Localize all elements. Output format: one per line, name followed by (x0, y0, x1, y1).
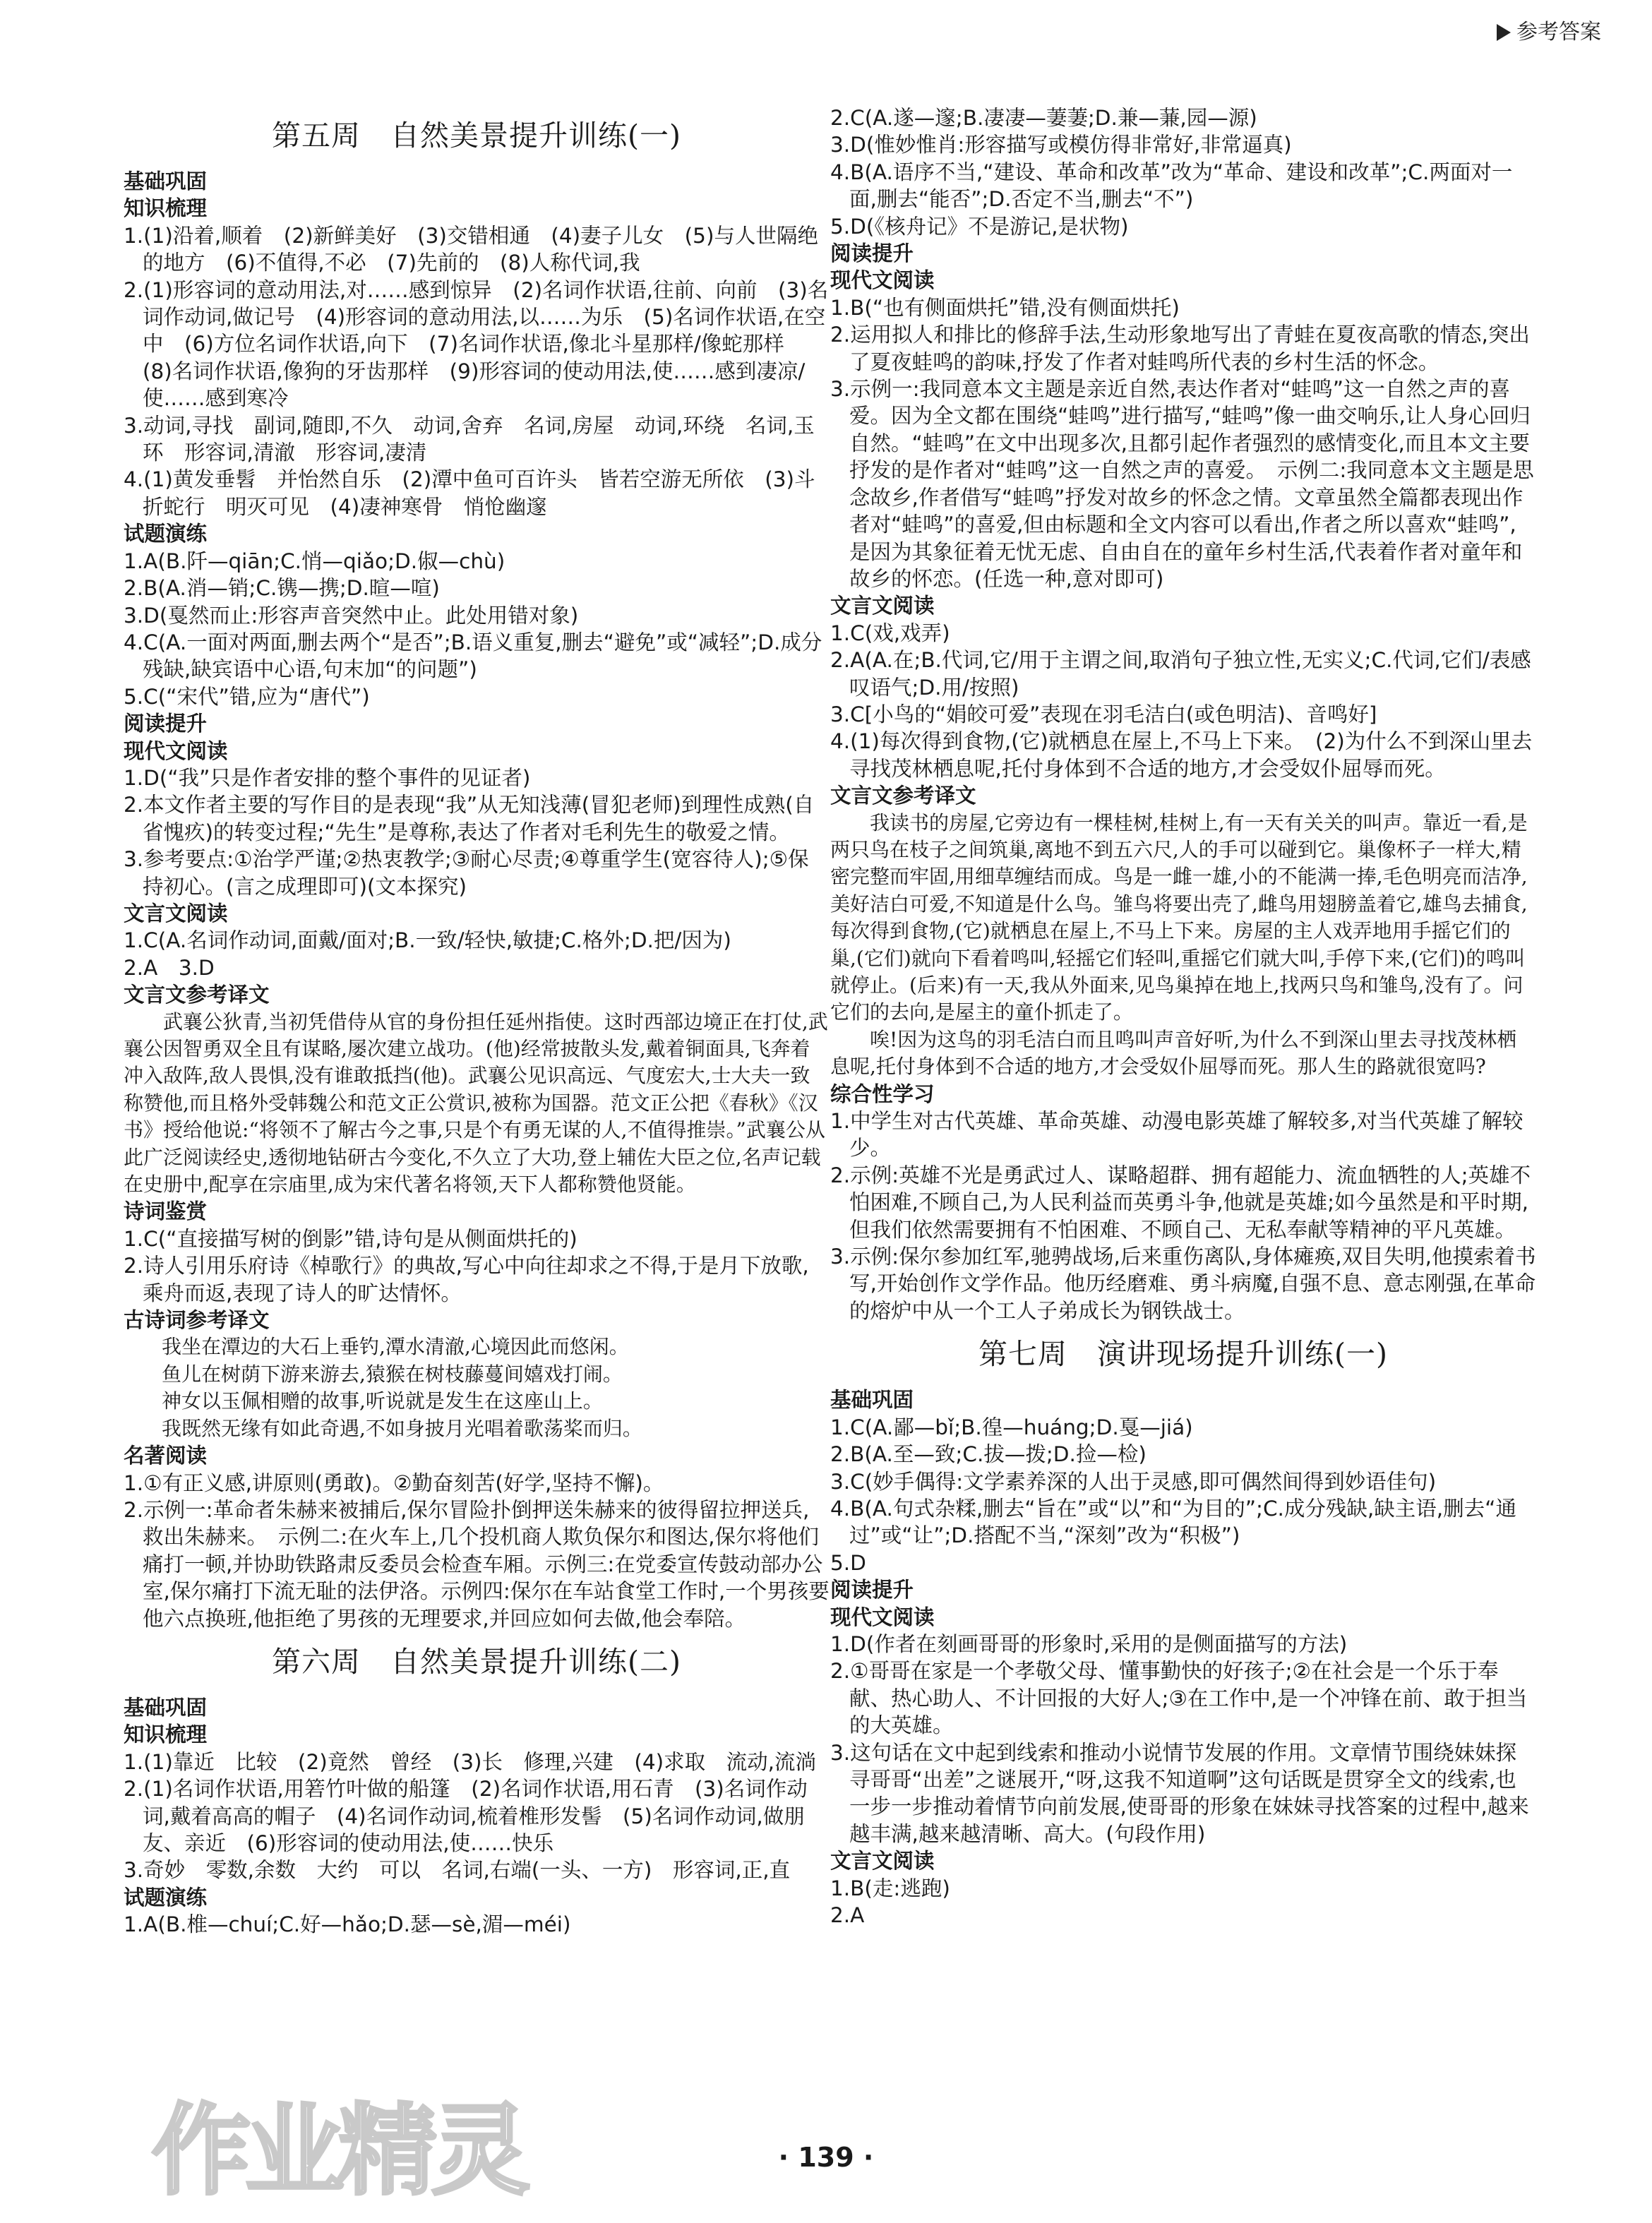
answer-item: 2.本文作者主要的写作目的是表现“我”从无知浅薄(冒犯老师)到理性成熟(自省愧疚)的转变过程;“先生”是尊称,表达了作者对毛利先生的敬爱之情。 (124, 793, 815, 844)
answer-item: 1.B(走:逃跑) (830, 1876, 950, 1900)
answer-item: 2.示例一:革命者朱赫来被捕后,保尔冒险扑倒押送朱赫来的彼得留拉押送兵,救出朱赫来。 示例二:在火车上,几个投机商人欺负保尔和图达,保尔将他们痛打一顿,并协助铁路肃反委员会检查车厢。示例三:在党委宣传鼓动部办公室,保尔痛打下流无耻的法伊洛。示例四:保尔在车站食堂工作时,一个男孩要他六点换班,他拒绝了男孩的无理要求,并回应如何去做,他会奉陪。 (124, 1497, 830, 1631)
poem-line: 我既然无缘有如此奇遇,不如身披月光唱着歌荡桨而归。 (162, 1416, 642, 1440)
header-label: 参考答案 (1516, 20, 1601, 44)
answer-item: 1.C(“直接描写树的倒影”错,诗句是从侧面烘托的) (124, 1226, 577, 1251)
subsection-heading: 文言文阅读 (124, 901, 228, 925)
answer-item: 2.示例:英雄不光是勇武过人、谋略超群、拥有超能力、流血牺牲的人;英雄不怕困难,不顾自己,为人民利益而英勇斗争,他就是英雄;如今虽然是和平时期,但我们依然需要拥有不怕困难、不顾自己、无私奉献等精神的平凡英雄。 (830, 1163, 1531, 1242)
answer-item: 2.(1)名词作状语,用箬竹叶做的船篷 (2)名词作状语,用石青 (3)名词作动词,戴着高高的帽子 (4)名词作动词,梳着椎形发髻 (5)名词作动词,做朋友、亲近 (6)形容词的使动用法,使……快乐 (124, 1777, 808, 1855)
triangle-icon (1497, 24, 1511, 41)
answer-item: 3.C[小鸟的“娟皎可爱”表现在羽毛洁白(或色明洁)、音鸣好] (830, 702, 1377, 726)
section-title: 第六周 自然美景提升训练(二) (272, 1644, 681, 1679)
answer-item: 2.A (830, 1903, 865, 1927)
answer-item: 2.C(A.遂—邃;B.凄凄—萋萋;D.兼—蒹,园—源) (830, 106, 1257, 130)
subsection-heading: 现代文阅读 (124, 738, 228, 763)
answer-item: 4.B(A.语序不当,“建设、革命和改革”改为“革命、建设和改革”;C.两面对一面,删去“能否”;D.否定不当,删去“不”) (830, 160, 1513, 212)
subsection-heading: 名著阅读 (124, 1444, 208, 1468)
subsection-heading: 文言文参考译文 (830, 784, 976, 808)
answer-item: 1.C(A.名词作动词,面戴/面对;B.一致/轻快,敏捷;C.格外;D.把/因为) (124, 928, 731, 953)
answer-item: 5.C(“宋代”错,应为“唐代”) (124, 684, 370, 709)
answer-item: 1.B(“也有侧面烘托”错,没有侧面烘托) (830, 295, 1180, 320)
answer-item: 1.A(B.阡—qiān;C.悄—qiǎo;D.俶—chù) (124, 549, 505, 573)
translation-paragraph: 我读书的房屋,它旁边有一棵桂树,桂树上,有一天有关关的叫声。靠近一看,是两只鸟在枝子之间筑巢,离地不到五六尺,人的手可以碰到它。巢像杯子一样大,精密完整而牢固,用细草缠结而成。鸟是一雌一雄,小的不能满一捧,毛色明亮而洁净,美好洁白可爱,不知道是什么鸟。雏鸟将要出壳了,雌鸟用翅膀盖着它,雄鸟去捕食,每次得到食物,(它)就栖息在屋上,不马上下来。房屋的主人戏弄地用手摇它们的巢,(它们)就向下看着鸣叫,轻摇它们轻叫,重摇它们就大叫,手停下来,(它们)的鸣叫就停止。(后来)有一天,我从外面来,见鸟巢掉在地上,找两只鸟和雏鸟,没有了。问它们的去向,是屋主的童仆抓走了。 (830, 810, 1528, 1024)
answer-item: 1.C(A.鄙—bǐ;B.徨—huáng;D.戛—jiá) (830, 1415, 1193, 1439)
subsection-heading: 现代文阅读 (830, 1605, 935, 1629)
subsection-heading: 试题演练 (124, 522, 208, 546)
answer-item: 3.D(戛然而止:形容声音突然中止。此处用错对象) (124, 603, 579, 628)
answer-item: 1.(1)靠近 比较 (2)竟然 曾经 (3)长 修理,兴建 (4)求取 流动,流淌 (124, 1749, 817, 1774)
section-heading: 基础巩固 (830, 1388, 914, 1413)
poem-line: 神女以玉佩相赠的故事,听说就是发生在这座山上。 (162, 1389, 603, 1413)
subsection-heading: 文言文参考译文 (124, 983, 270, 1007)
section-heading: 阅读提升 (124, 712, 208, 736)
answer-item: 1.A(B.椎—chuí;C.好—hǎo;D.瑟—sè,湄—méi) (124, 1912, 571, 1937)
subsection-heading: 知识梳理 (124, 1722, 208, 1747)
subsection-heading: 文言文阅读 (830, 1849, 935, 1874)
answer-item: 3.示例一:我同意本文主题是亲近自然,表达作者对“蛙鸣”这一自然之声的喜爱。因为全文都在围绕“蛙鸣”进行描写,“蛙鸣”像一曲交响乐,让人身心回归自然。“蛙鸣”在文中出现多次,且都引起作者强烈的感情变化,而且本文主要抒发的是作者对“蛙鸣”这一自然之声的喜爱。 示例二:我同意本文主题是思念故乡,作者借写“蛙鸣”抒发对故乡的怀念之情。文章虽然全篇都表现出作者对“蛙鸣”的喜爱,但由标题和全文内容可以看出,作者之所以喜欢“蛙鸣”,是因为其象征着无忧无虑、自由自在的童年乡村生活,代表着作者对童年和故乡的怀恋。(任选一种,意对即可) (830, 377, 1534, 591)
subsection-heading: 试题演练 (124, 1885, 208, 1910)
answer-item: 3.D(惟妙惟肖:形容描写或模仿得非常好,非常逼真) (830, 133, 1292, 157)
svg-text:作业精灵: 作业精灵 (152, 2094, 525, 2206)
translation-paragraph: 武襄公狄青,当初凭借侍从官的身份担任延州指使。这时西部边境正在打仗,武襄公因智勇双全且有谋略,屡次建立战功。(他)经常披散头发,戴着铜面具,飞奔着冲入敌阵,敌人畏惧,没有谁敢抵挡(他)。武襄公见识高远、气度宏大,士大夫一致称赞他,而且格外受韩魏公和范文正公赏识,被称为国器。范文正公把《春秋》《汉书》授给他说:“将领不了解古今之事,只是个有勇无谋的人,不值得推崇。”武襄公从此广泛阅读经史,透彻地钻研古今变化,不久立了大功,登上辅佐大臣之位,名声记载在史册中,配享在宗庙里,成为宋代著名将领,天下人都称赞他贤能。 (124, 1009, 828, 1197)
answer-item: 2.诗人引用乐府诗《棹歌行》的典故,写心中向往却求之不得,于是月下放歌,乘舟而返,表现了诗人的旷达情怀。 (124, 1254, 809, 1305)
section-title: 第七周 演讲现场提升训练(一) (978, 1337, 1388, 1372)
subsection-heading: 诗词鉴赏 (124, 1199, 208, 1224)
answer-item: 3.参考要点:①治学严谨;②热衷教学;③耐心尽责;④尊重学生(宽容待人);⑤保持初心。(言之成理即可)(文本探究) (124, 847, 809, 899)
answer-item: 4.(1)每次得到食物,(它)就栖息在屋上,不马上下来。 (2)为什么不到深山里去寻找茂林栖息呢,托付身体到不合适的地方,才会受奴仆屈辱而死。 (830, 729, 1533, 781)
page-number: · 139 · (778, 2142, 874, 2173)
answer-item: 4.C(A.一面对两面,删去两个“是否”;B.语义重复,删去“避免”或“减轻”;D.成分残缺,缺宾语中心语,句末加“的问题”) (124, 630, 822, 682)
answer-item: 1.C(戏,戏弄) (830, 621, 950, 645)
section-heading: 基础巩固 (124, 1695, 208, 1720)
section-heading: 阅读提升 (830, 1578, 914, 1602)
answer-item: 2.①哥哥在家是一个孝敬父母、懂事勤快的好孩子;②在社会是一个乐于奉献、热心助人、不计回报的大好人;③在工作中,是一个冲锋在前、敢于担当的大英雄。 (830, 1659, 1528, 1738)
answer-item: 2.(1)形容词的意动用法,对……感到惊异 (2)名词作状语,往前、向前 (3)名词作动词,做记号 (4)形容词的意动用法,以……为乐 (5)名词作状语,在空中 (6)方位名词作状语,向下 (7)名词作状语,像北斗星那样/像蛇那样 (8)名词作状语,像狗的牙齿那样 (9)形容词的使动用法,使……感到凄凉/使……感到寒冷 (124, 277, 829, 411)
page-header (1497, 14, 1601, 45)
answer-item: 4.(1)黄发垂髫 并怡然自乐 (2)潭中鱼可百许头 皆若空游无所依 (3)斗折蛇行 明灭可见 (4)凄神寒骨 悄怆幽邃 (124, 467, 815, 519)
answer-item: 3.奇妙 零数,余数 大约 可以 名词,右端(一头、一方) 形容词,正,直 (124, 1858, 791, 1883)
answer-item: 2.B(A.至—致;C.拔—拨;D.捡—检) (830, 1442, 1147, 1467)
left-column (124, 106, 830, 1939)
poem-line: 我坐在潭边的大石上垂钓,潭水清澈,心境因此而悠闲。 (162, 1335, 629, 1359)
subsection-heading: 知识梳理 (124, 196, 208, 221)
right-column (830, 104, 1536, 1929)
answer-item: 2.B(A.消—销;C.镌—携;D.暄—喧) (124, 576, 440, 601)
section-heading: 阅读提升 (830, 241, 914, 266)
answer-item: 3.这句话在文中起到线索和推动小说情节发展的作用。文章情节围绕妹妹探寻哥哥“出差”之谜展开,“呀,这我不知道啊”这句话既是贯穿全文的线索,也一步一步推动着情节向前发展,使哥哥的形象在妹妹寻找答案的过程中,越来越丰满,越来越清晰、高大。(句段作用) (830, 1740, 1529, 1846)
poem-line: 鱼儿在树荫下游来游去,猿猴在树枝藤蔓间嬉戏打闹。 (162, 1362, 623, 1386)
subsection-heading: 综合性学习 (830, 1081, 935, 1106)
section-heading: 基础巩固 (124, 169, 208, 193)
answer-item: 5.D (830, 1550, 866, 1575)
answer-item: 5.D(《核舟记》不是游记,是状物) (830, 214, 1129, 239)
answer-item: 1.①有正义感,讲原则(勇敢)。②勤奋刻苦(好学,坚持不懈)。 (124, 1470, 664, 1495)
answer-item: 4.B(A.句式杂糅,删去“旨在”或“以”和“为目的”;C.成分残缺,缺主语,删去“通过”或“让”;D.搭配不当,“深刻”改为“积极”) (830, 1496, 1516, 1548)
answer-item: 3.动词,寻找 副词,随即,不久 动词,舍弃 名词,房屋 动词,环绕 名词,玉环 形容词,清澈 形容词,凄清 (124, 413, 815, 465)
answer-item: 1.D(“我”只是作者安排的整个事件的见证者) (124, 765, 531, 790)
answer-item: 3.C(妙手偶得:文学素养深的人出于灵感,即可偶然间得到妙语佳句) (830, 1469, 1437, 1494)
answer-item: 2.运用拟人和排比的修辞手法,生动形象地写出了青蛙在夏夜高歌的情态,突出了夏夜蛙鸣的韵味,抒发了作者对蛙鸣所代表的乡村生活的怀念。 (830, 323, 1530, 374)
subsection-heading: 古诗词参考译文 (124, 1308, 270, 1333)
answer-item: 1.中学生对古代英雄、革命英雄、动漫电影英雄了解较多,对当代英雄了解较少。 (830, 1109, 1524, 1161)
translation-paragraph: 唉!因为这鸟的羽毛洁白而且鸣叫声音好听,为什么不到深山里去寻找茂林栖息呢,托付身体到不合适的地方,才会受奴仆屈辱而死。那人生的路就很宽吗? (830, 1027, 1517, 1079)
answer-item: 1.D(作者在刻画哥哥的形象时,采用的是侧面描写的方法) (830, 1631, 1348, 1656)
answer-item: 2.A(A.在;B.代词,它/用于主谓之间,取消句子独立性,无实义;C.代词,它们/表感叹语气;D.用/按照) (830, 648, 1531, 700)
answer-item: 3.示例:保尔参加红军,驰骋战场,后来重伤离队,身体瘫痪,双目失明,他摸索着书写,开始创作文学作品。他历经磨难、勇斗病魔,自强不息、意志刚强,在革命的熔炉中从一个工人子弟成长为钢铁战士。 (830, 1245, 1536, 1323)
section-title: 第五周 自然美景提升训练(一) (272, 119, 681, 152)
subsection-heading: 文言文阅读 (830, 594, 935, 618)
answer-item: 2.A 3.D (124, 955, 215, 980)
subsection-heading: 现代文阅读 (830, 268, 935, 293)
answer-item: 1.(1)沿着,顺着 (2)新鲜美好 (3)交错相通 (4)妻子儿女 (5)与人世隔绝的地方 (6)不值得,不必 (7)先前的 (8)人称代词,我 (124, 223, 818, 275)
